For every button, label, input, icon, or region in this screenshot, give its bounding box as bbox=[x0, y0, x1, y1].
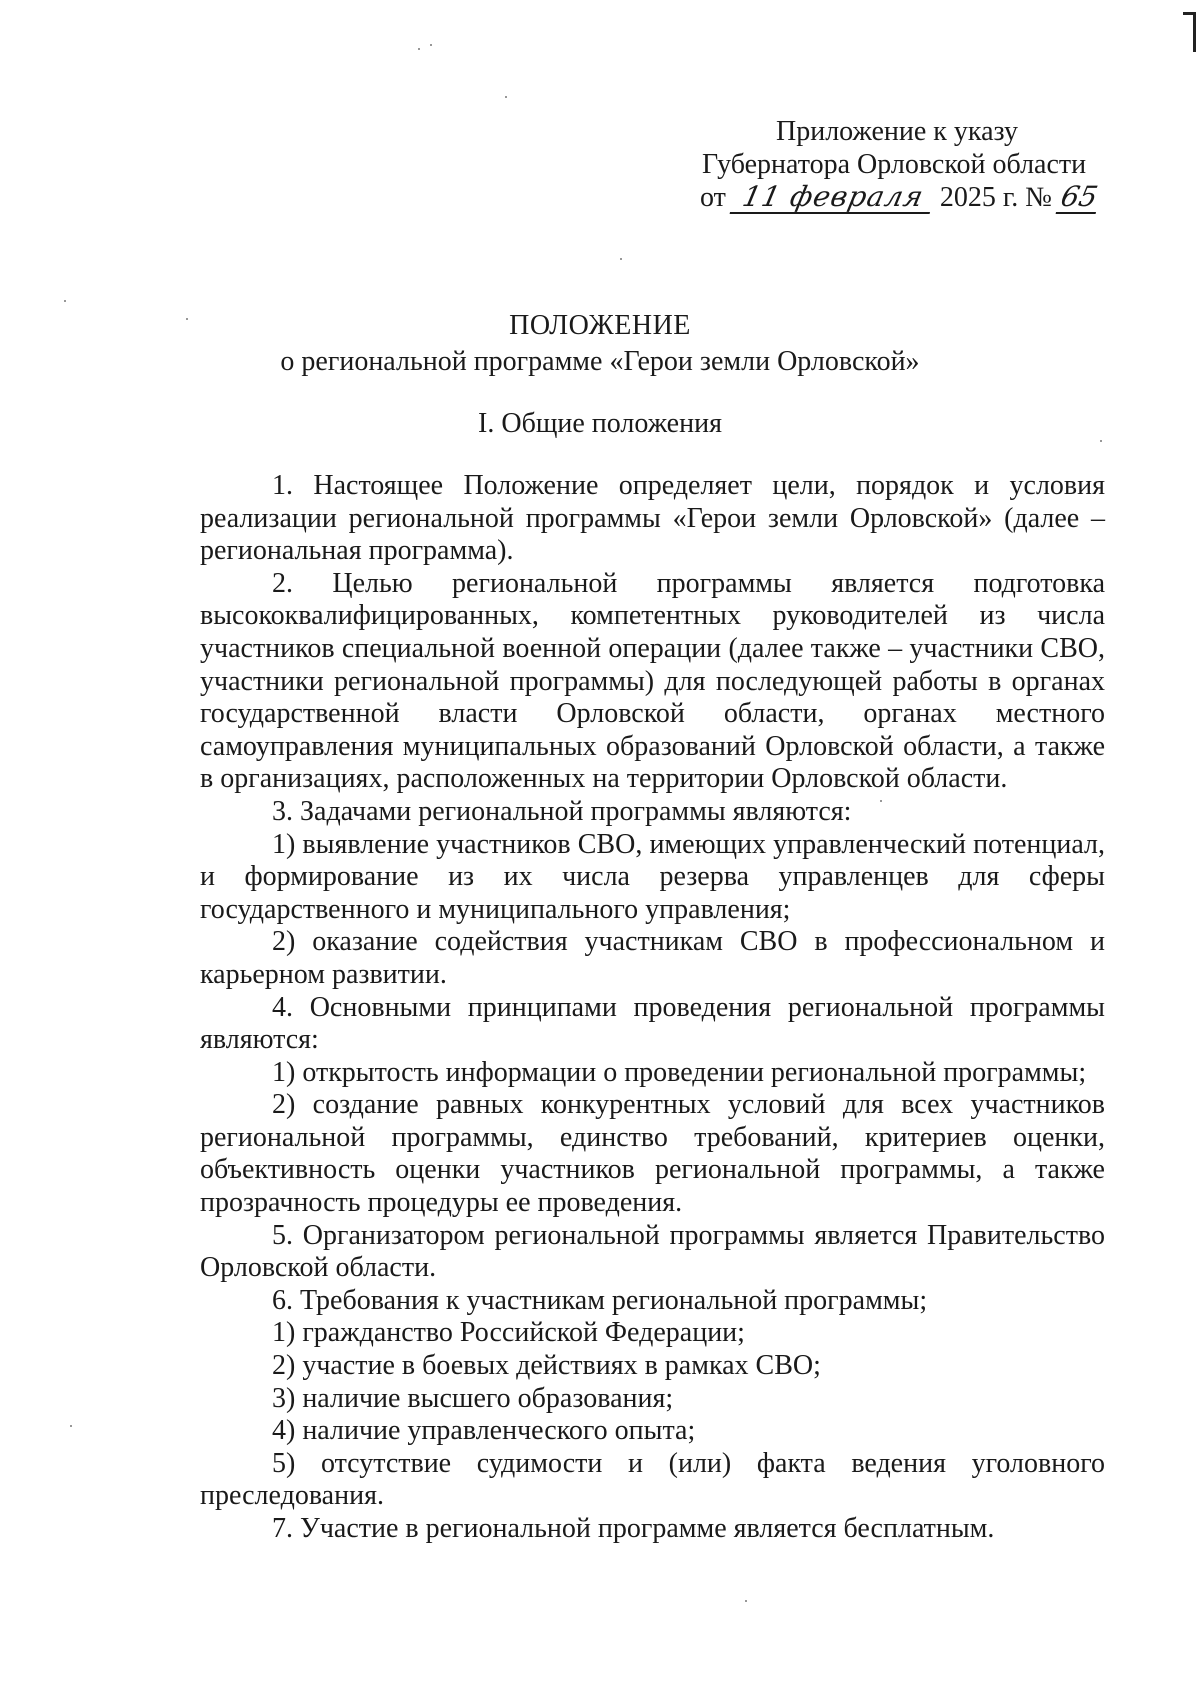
appendix-line-1: Приложение к указу bbox=[776, 116, 1018, 147]
scan-corner-mark bbox=[1193, 12, 1196, 52]
paragraph: 1) гражданство Российской Федерации; bbox=[272, 1317, 745, 1349]
paragraph: 6. Требования к участникам региональной программы; bbox=[272, 1284, 928, 1316]
document-title bbox=[0, 308, 1200, 380]
paragraph: 3) наличие высшего образования; bbox=[272, 1382, 674, 1414]
appendix-block bbox=[700, 115, 1120, 214]
section-heading: I. Общие положения bbox=[478, 408, 722, 439]
paragraph: 5. Организатором региональной программы является Правительство Орловской области. bbox=[200, 1219, 1105, 1284]
scan-speck bbox=[745, 1600, 747, 1602]
scan-speck bbox=[70, 1425, 72, 1427]
title-heading: ПОЛОЖЕНИЕ bbox=[509, 310, 691, 341]
paragraph: 1. Настоящее Положение определяет цели, порядок и условия реализации региональной программы «Герои земли Орловской» (далее – региональная программа). bbox=[200, 470, 1105, 567]
handwritten-number: 65 bbox=[1056, 182, 1103, 214]
appendix-date-prefix: от bbox=[700, 182, 726, 213]
paragraph: 4. Основными принципами проведения региональной программы являются: bbox=[200, 991, 1105, 1056]
paragraph: 1) выявление участников СВО, имеющих управленческий потенциал, и формирование из их числа резерва управленцев для сферы государственного и муниципального управления; bbox=[200, 828, 1105, 925]
paragraph: 3. Задачами региональной программы являются: bbox=[272, 795, 852, 827]
appendix-line-2: Губернатора Орловской области bbox=[702, 149, 1087, 180]
appendix-line-3 bbox=[700, 181, 1120, 214]
paragraph: 2) оказание содействия участникам СВО в профессиональном и карьерном развитии. bbox=[200, 926, 1105, 990]
paragraph: 5) отсутствие судимости и (или) факта ведения уголовного преследования. bbox=[200, 1447, 1105, 1512]
scan-speck bbox=[418, 48, 420, 50]
paragraph: 4) наличие управленческого опыта; bbox=[272, 1415, 696, 1447]
handwritten-date: 11 февраля bbox=[729, 182, 936, 214]
paragraph: 2) создание равных конкурентных условий для всех участников региональной программы, единство требований, критериев оценки, объективность оценки участников региональной программы, а также прозрачность процедуры ее проведения. bbox=[200, 1089, 1105, 1219]
paragraph: 2. Целью региональной программы является подготовка высококвалифицированных, компетентных руководителей из числа участников специальной военной операции (далее также – участники СВО, участники региональной программы) для последующей работы в органах государственной власти Орловской области, органах местного самоуправления муниципальных образований Орловской области, а также в организациях, расположенных на территории Орловской области. bbox=[200, 567, 1105, 795]
scan-speck bbox=[505, 96, 507, 98]
title-subheading: о региональной программе «Герои земли Орловской» bbox=[280, 346, 920, 377]
paragraph: 2) участие в боевых действиях в рамках СВО; bbox=[272, 1350, 821, 1382]
scan-speck bbox=[620, 258, 622, 260]
scan-speck bbox=[430, 44, 432, 46]
paragraph: 7. Участие в региональной программе является бесплатным. bbox=[272, 1513, 995, 1544]
document-body bbox=[200, 470, 1105, 1546]
scan-speck bbox=[64, 300, 66, 302]
paragraph: 1) открытость информации о проведении региональной программы; bbox=[272, 1056, 1087, 1088]
appendix-year: 2025 г. № bbox=[939, 182, 1052, 213]
